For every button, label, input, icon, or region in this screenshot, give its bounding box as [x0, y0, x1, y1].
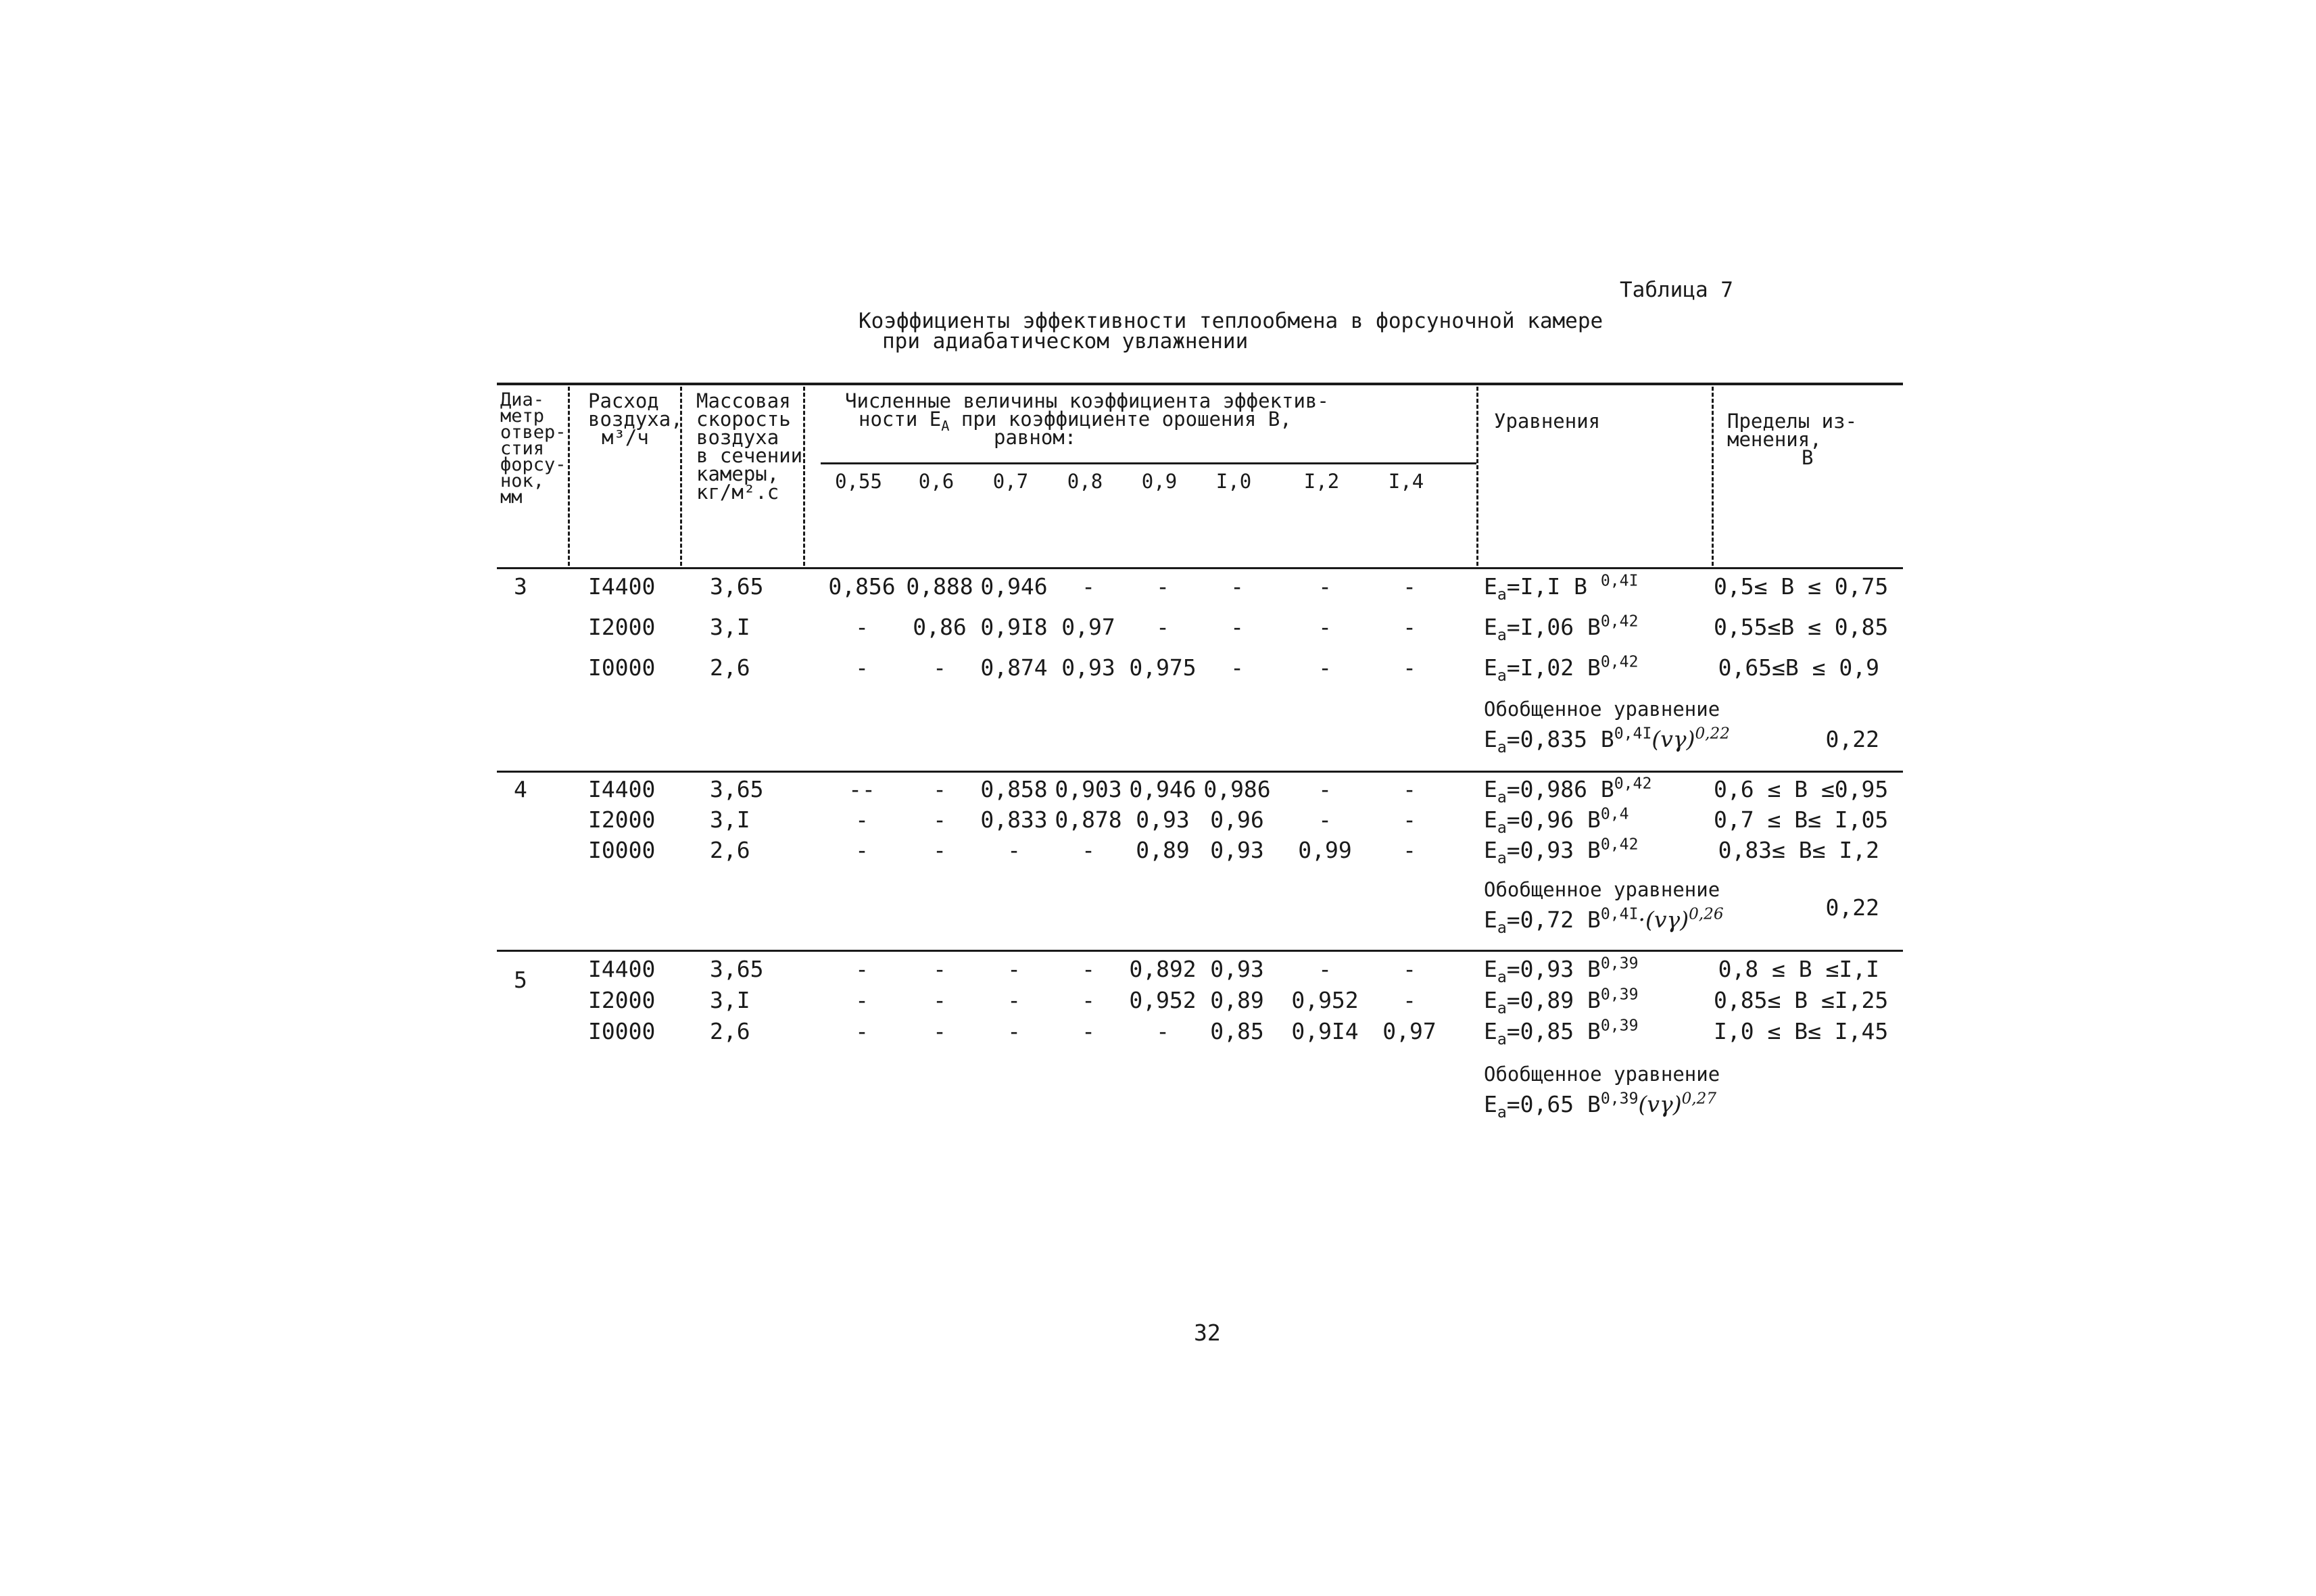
- eff-cell: -: [933, 956, 946, 982]
- eff-cell: 0,946: [1129, 776, 1197, 802]
- equation: $E_a=I,I$ B $^{0,4I}$: [1484, 572, 1639, 604]
- eff-cell: -: [1318, 776, 1332, 802]
- equation: $E_a=0,89$ B$^{0,39}$: [1484, 986, 1639, 1018]
- header-diameter: Диа- метр отвер- стия форсу- нок, мм: [500, 389, 566, 508]
- eff-cell: -: [933, 806, 946, 833]
- eff-cell: -: [933, 987, 946, 1013]
- flow-value: I0000: [588, 654, 656, 681]
- mass-value: 3,I: [710, 806, 750, 833]
- header-mass-velocity: Массовая скорость воздуха в сечении камеры, кг/м².с: [696, 389, 803, 504]
- eff-cell: 0,9I4: [1291, 1018, 1359, 1044]
- equation: $E_a=0,986$ B$^{0,42}$: [1484, 775, 1652, 807]
- eff-cell: -: [1403, 956, 1416, 982]
- header-b-value: 0,8: [1067, 470, 1103, 493]
- equation: $E_a=0,85$ B$^{0,39}$: [1484, 1017, 1639, 1049]
- flow-value: I4400: [588, 573, 656, 600]
- eff-cell: -: [1318, 614, 1332, 640]
- equation: $E_a=0,93$ B$^{0,39}$: [1484, 954, 1639, 987]
- eff-cell: -: [1318, 956, 1332, 982]
- eff-cell: -: [855, 614, 869, 640]
- eff-cell: -: [1403, 987, 1416, 1013]
- eff-cell: -: [1318, 806, 1332, 833]
- eff-cell: -: [1156, 573, 1169, 600]
- eff-cell: -: [1007, 956, 1021, 982]
- eff-cell: 0,858: [980, 776, 1048, 802]
- mass-value: 2,6: [710, 837, 750, 863]
- mass-value: 3,I: [710, 614, 750, 640]
- flow-value: I4400: [588, 956, 656, 982]
- eff-cell: -: [1082, 956, 1095, 982]
- mass-value: 3,I: [710, 987, 750, 1013]
- eff-cell: -: [1403, 654, 1416, 681]
- table-top-rule: [497, 383, 1903, 385]
- eff-cell: -: [1007, 1018, 1021, 1044]
- flow-value: I4400: [588, 776, 656, 802]
- eff-cell: -: [1403, 776, 1416, 802]
- flow-value: I2000: [588, 987, 656, 1013]
- eff-cell: -: [1156, 614, 1169, 640]
- eff-cell: -: [1082, 1018, 1095, 1044]
- page-number: 32: [1194, 1320, 1221, 1346]
- eff-cell: -: [1007, 987, 1021, 1013]
- general-equation: $E_a=0,72$ $B^{0,4I}\cdot(v\gamma)^{0,26}$: [1484, 905, 1724, 938]
- header-divider: [1712, 387, 1714, 566]
- eff-cell: 0,878: [1055, 806, 1122, 833]
- eff-cell: -: [1082, 573, 1095, 600]
- equation: $E_a=0,96$ B$^{0,4}$: [1484, 805, 1629, 838]
- eff-cell: 0,892: [1129, 956, 1197, 982]
- limits-value: 0,55≤B ≤ 0,85: [1714, 614, 1889, 640]
- header-b-value: I,4: [1388, 470, 1424, 493]
- eff-cell: 0,946: [980, 573, 1048, 600]
- flow-value: I2000: [588, 806, 656, 833]
- mass-value: 3,65: [710, 573, 764, 600]
- limits-value: 0,65≤B ≤ 0,9: [1718, 654, 1879, 681]
- eff-cell: -: [855, 654, 869, 681]
- eff-cell: 0,952: [1129, 987, 1197, 1013]
- eff-cell: -: [855, 956, 869, 982]
- eff-cell: 0,93: [1210, 837, 1264, 863]
- header-divider: [803, 387, 805, 566]
- header-sub-rule: [821, 462, 1476, 464]
- mass-value: 2,6: [710, 654, 750, 681]
- general-equation-label: Обобщенное уравнение: [1484, 1063, 1720, 1086]
- limits-value: 0,6 ≤ B ≤0,95: [1714, 776, 1889, 802]
- eff-cell: -: [933, 837, 946, 863]
- general-equation: $E_a=0,65$ $B^{0,39}(v\gamma)^{0,27}$: [1484, 1090, 1717, 1122]
- equation: $E_a=I,02$ B$^{0,42}$: [1484, 653, 1639, 685]
- eff-cell: 0,856: [828, 573, 896, 600]
- eff-cell: 0,952: [1291, 987, 1359, 1013]
- eff-cell: 0,97: [1382, 1018, 1437, 1044]
- table-label: Таблица 7: [1620, 278, 1733, 302]
- header-flow: Расход воздуха, м³/ч: [588, 389, 683, 449]
- eff-cell: 0,874: [980, 654, 1048, 681]
- eff-cell: 0,986: [1203, 776, 1271, 802]
- eff-cell: 0,86: [913, 614, 967, 640]
- mass-value: 3,65: [710, 776, 764, 802]
- header-b-value: 0,7: [992, 470, 1029, 493]
- general-limit: 0,22: [1825, 894, 1879, 921]
- header-efficiency-line1: Численные величины коэффициента эффектив-: [845, 389, 1329, 412]
- group-diameter: 5: [514, 967, 527, 993]
- general-limit: 0,22: [1825, 726, 1879, 752]
- group-diameter: 3: [514, 573, 527, 600]
- eff-cell: 0,89: [1210, 987, 1264, 1013]
- limits-value: 0,7 ≤ B≤ I,05: [1714, 806, 1889, 833]
- eff-cell: -: [1082, 837, 1095, 863]
- eff-cell: -: [1156, 1018, 1169, 1044]
- mass-value: 3,65: [710, 956, 764, 982]
- header-divider: [568, 387, 570, 566]
- eff-cell: 0,903: [1055, 776, 1122, 802]
- eff-cell: -: [1318, 654, 1332, 681]
- header-b-value: 0,55: [835, 470, 882, 493]
- flow-value: I2000: [588, 614, 656, 640]
- group-diameter: 4: [514, 776, 527, 802]
- eff-cell: -: [933, 654, 946, 681]
- limits-value: 0,85≤ B ≤I,25: [1714, 987, 1889, 1013]
- eff-cell: --: [848, 776, 875, 802]
- eff-cell: 0,9I8: [980, 614, 1048, 640]
- flow-value: I0000: [588, 837, 656, 863]
- header-equations: Уравнения: [1494, 410, 1601, 433]
- header-efficiency-line2: ности $E_A$ при коэффициенте орошения B,: [859, 408, 1292, 435]
- general-equation-label: Обобщенное уравнение: [1484, 878, 1720, 901]
- header-bottom-rule: [497, 567, 1903, 569]
- eff-cell: -: [1403, 614, 1416, 640]
- table-title-line2: при адиабатическом увлажнении: [882, 329, 1249, 354]
- eff-cell: 0,89: [1136, 837, 1190, 863]
- header-efficiency-line3: равном:: [994, 426, 1077, 449]
- eff-cell: -: [933, 776, 946, 802]
- eff-cell: -: [855, 806, 869, 833]
- eff-cell: 0,96: [1210, 806, 1264, 833]
- eff-cell: -: [1230, 654, 1244, 681]
- eff-cell: -: [1403, 573, 1416, 600]
- eff-cell: -: [1007, 837, 1021, 863]
- eff-cell: 0,975: [1129, 654, 1197, 681]
- eff-cell: 0,93: [1136, 806, 1190, 833]
- eff-cell: -: [1318, 573, 1332, 600]
- eff-cell: 0,93: [1210, 956, 1264, 982]
- eff-cell: 0,888: [906, 573, 973, 600]
- eff-cell: -: [855, 987, 869, 1013]
- header-divider: [1476, 387, 1478, 566]
- general-equation-label: Обобщенное уравнение: [1484, 698, 1720, 721]
- header-b-value: I,2: [1303, 470, 1340, 493]
- group-separator-2: [497, 950, 1903, 952]
- mass-value: 2,6: [710, 1018, 750, 1044]
- eff-cell: -: [855, 1018, 869, 1044]
- eff-cell: -: [1403, 837, 1416, 863]
- limits-value: 0,83≤ B≤ I,2: [1718, 837, 1879, 863]
- header-b-value: 0,9: [1141, 470, 1178, 493]
- general-equation: $E_a=0,835$ $B^{0,4I}(v\gamma)^{0,22}$: [1484, 725, 1730, 757]
- eff-cell: -: [1230, 573, 1244, 600]
- equation: $E_a=I,06$ B$^{0,42}$: [1484, 612, 1639, 645]
- limits-value: I,0 ≤ B≤ I,45: [1714, 1018, 1889, 1044]
- header-limits: Пределы из- менения, B: [1727, 410, 1858, 469]
- limits-value: 0,5≤ B ≤ 0,75: [1714, 573, 1889, 600]
- equation: $E_a=0,93$ B$^{0,42}$: [1484, 836, 1639, 868]
- eff-cell: -: [855, 837, 869, 863]
- eff-cell: -: [1230, 614, 1244, 640]
- flow-value: I0000: [588, 1018, 656, 1044]
- eff-cell: 0,93: [1061, 654, 1115, 681]
- eff-cell: 0,97: [1061, 614, 1115, 640]
- eff-cell: 0,99: [1298, 837, 1352, 863]
- group-separator-1: [497, 771, 1903, 773]
- eff-cell: 0,833: [980, 806, 1048, 833]
- eff-cell: -: [1403, 806, 1416, 833]
- limits-value: 0,8 ≤ B ≤I,I: [1718, 956, 1879, 982]
- eff-cell: -: [933, 1018, 946, 1044]
- eff-cell: 0,85: [1210, 1018, 1264, 1044]
- header-b-value: 0,6: [918, 470, 955, 493]
- eff-cell: -: [1082, 987, 1095, 1013]
- table-title-line1: Коэффициенты эффективности теплообмена в форсуночной камере: [859, 309, 1603, 333]
- header-b-value: I,0: [1215, 470, 1252, 493]
